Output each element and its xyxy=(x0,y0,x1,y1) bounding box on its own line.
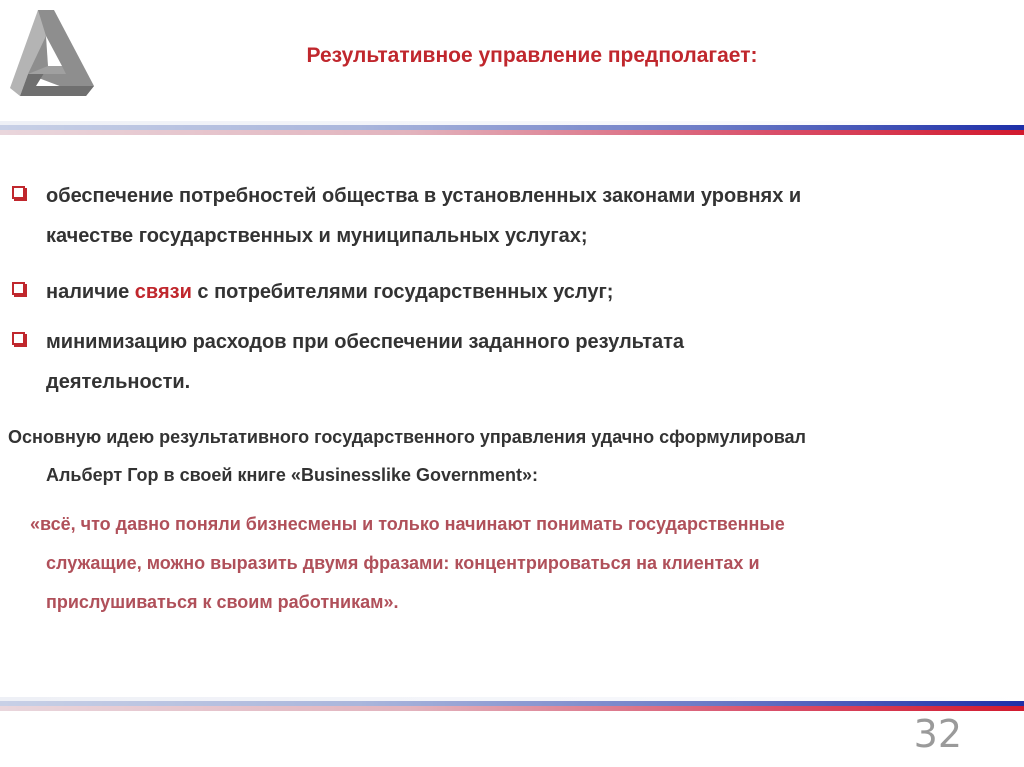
slide-title: Результативное управление предполагает: xyxy=(306,44,758,67)
bullet-2-highlight: связи xyxy=(134,281,192,303)
page-number: 32 xyxy=(913,712,962,756)
checkbox-bullet-icon xyxy=(12,186,25,199)
checkbox-bullet-icon xyxy=(12,332,25,345)
bullet-2-text xyxy=(12,272,1002,312)
bullet-1-line-2: качестве государственных и муниципальных услугах; xyxy=(46,225,588,247)
quote-line-2: служащие, можно выразить двумя фразами: концентрироваться на клиентах и xyxy=(46,553,760,573)
bullet-item-1 xyxy=(12,176,1002,256)
bullet-1-line-1: обеспечение потребностей общества в установленных законами уровнях и xyxy=(46,185,802,207)
bullet-item-2 xyxy=(12,272,1002,312)
paragraph-line-2: Альберт Гор в своей книге «Businesslike Government»: xyxy=(46,465,539,485)
quote-line-3: прислушиваться к своим работникам». xyxy=(46,592,399,612)
quote-block xyxy=(30,505,990,622)
header-stripe xyxy=(0,121,1024,135)
quote-line-1: «всё, что давно поняли бизнесмены и только начинают понимать государственные xyxy=(30,514,785,534)
bullet-2-before: наличие xyxy=(46,281,135,303)
intro-paragraph xyxy=(8,418,1018,494)
paragraph-line-1: Основную идею результативного государственного управления удачно сформулировал xyxy=(8,427,806,447)
bullet-3-line-2: деятельности. xyxy=(46,371,191,393)
footer-stripe xyxy=(0,697,1024,711)
bullet-3-line-1: минимизацию расходов при обеспечении заданного результата xyxy=(46,331,685,353)
bullet-item-3 xyxy=(12,322,1002,402)
bullet-2-after: с потребителями государственных услуг; xyxy=(191,281,614,303)
checkbox-bullet-icon xyxy=(12,282,25,295)
